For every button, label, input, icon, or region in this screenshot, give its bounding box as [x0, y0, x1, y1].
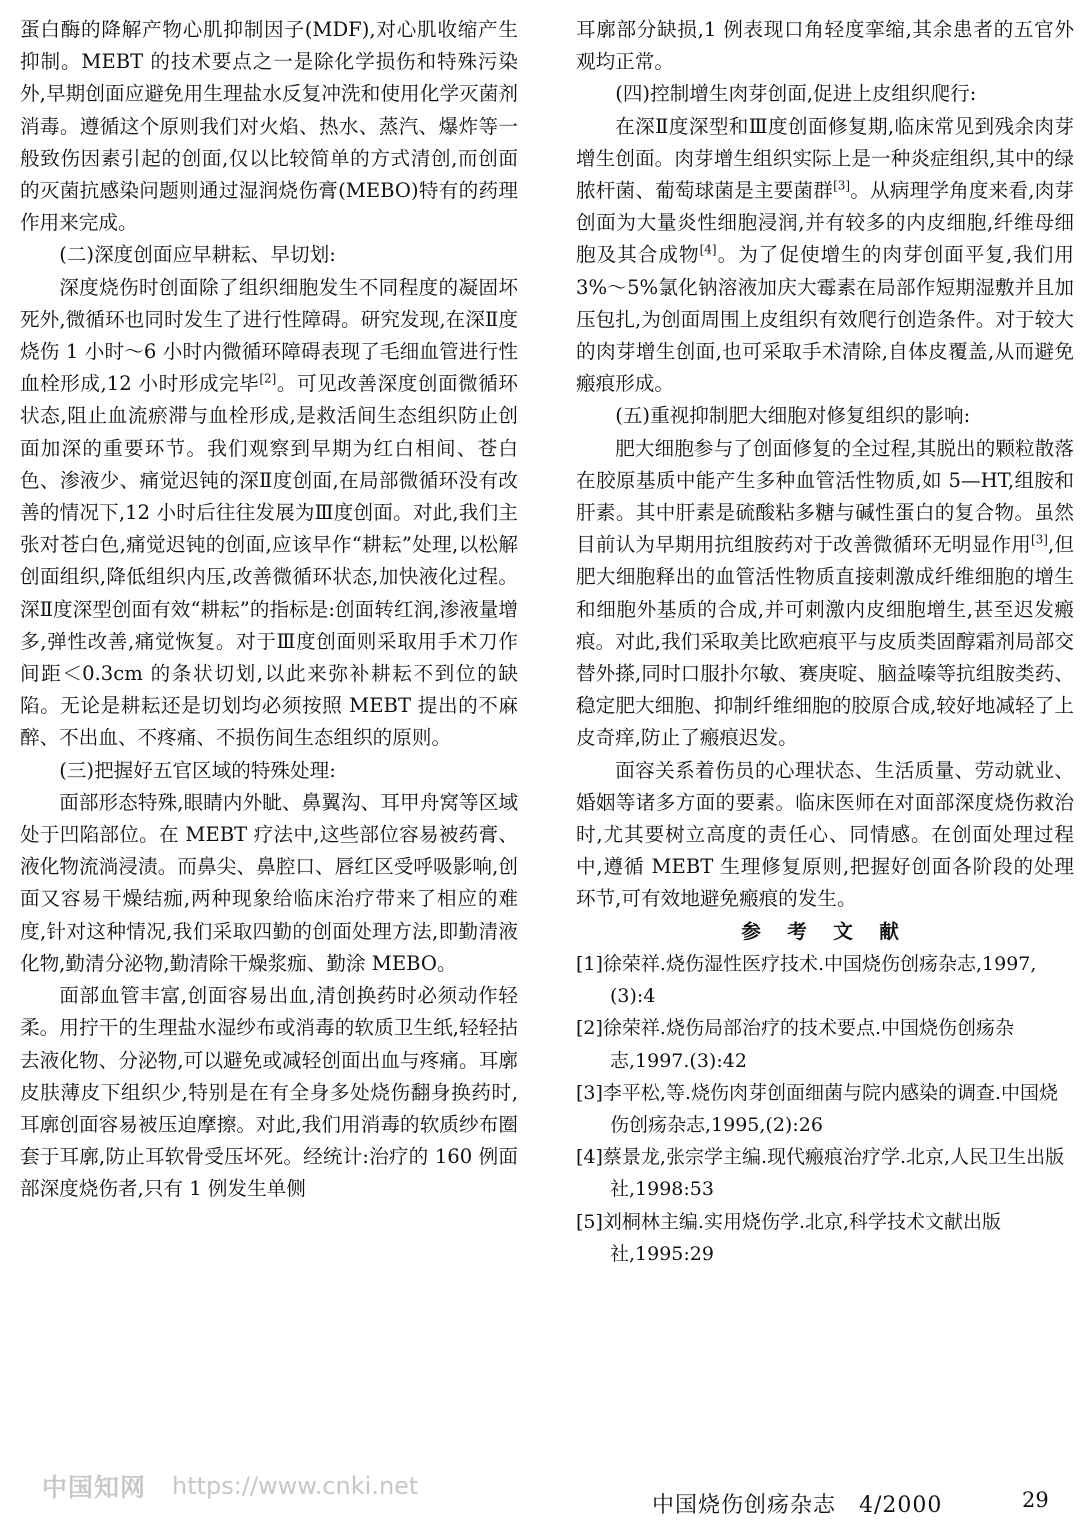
left-column: [20, 14, 518, 1206]
reference-item: [4]蔡景龙,张宗学主编.现代瘢痕治疗学.北京,人民卫生出版社,1998:53: [576, 1146, 1065, 1201]
reference-item: [3]李平松,等.烧伤肉芽创面细菌与院内感染的调查.中国烧伤创疡杂志,1995,(2):26: [576, 1081, 1059, 1136]
paragraph: [576, 433, 1074, 755]
section-heading: (五)重视抑制肥大细胞对修复组织的影响:: [615, 404, 971, 428]
reference-item: [5]刘桐林主编.实用烧伤学.北京,科学技术文献出版社,1995:29: [576, 1210, 1002, 1265]
right-column: [576, 14, 1074, 1270]
cnki-logo: 中国知网: [42, 1473, 147, 1502]
reference-item: [2]徐荣祥.烧伤局部治疗的技术要点.中国烧伤创疡杂志,1997.(3):42: [576, 1017, 1014, 1072]
paragraph-text: 深度烧伤时创面除了组织细胞发生不同程度的凝固坏死外,微循环也同时发生了进行性障碍。研究发现,在深Ⅱ度烧伤 1 小时～6 小时内微循环障碍表现了毛细血管进行性血栓形成,12 小时形成完毕: [20, 275, 518, 396]
citation-mark: [3]: [833, 178, 851, 193]
paragraph: 面部形态特殊,眼睛内外眦、鼻翼沟、耳甲舟窝等区域处于凹陷部位。在 MEBT 疗法中,这些部位容易被药膏、液化物流淌浸渍。而鼻尖、鼻腔口、唇红区受呼吸影响,创面又容易干燥结痂,两种现象给临床治疗带来了相应的难度,针对这种情况,我们采取四勤的创面处理方法,即勤清液化物,勤清分泌物,勤清除干燥浆痂、勤涂 MEBO。: [20, 790, 518, 975]
cnki-url: https://www.cnki.net: [172, 1472, 419, 1500]
page-number: 29: [1022, 1488, 1049, 1512]
paragraph-text: 。可见改善深度创面微循环状态,阻止血流瘀滞与血栓形成,是救活间生态组织防止创面加深的重要环节。我们观察到早期为红白相间、苍白色、渗液少、痛觉迟钝的深Ⅱ度创面,在局部微循环没有改善的情况下,12 小时后往往发展为Ⅲ度创面。对此,我们主张对苍白色,痛觉迟钝的创面,应该早作“耕耘”处理,以松解创面组织,降低组织内压,改善微循环状态,加快液化过程。深Ⅱ度深型创面有效“耕耘”的指标是:创面转红润,渗液量增多,弹性改善,痛觉恢复。对于Ⅲ度创面则采取用手术刀作间距＜0.3cm 的条状切划,以此来弥补耕耘不到位的缺陷。无论是耕耘还是切划均必须按照 MEBT 提出的不麻醉、不出血、不疼痛、不损伤间生态组织的原则。: [20, 372, 518, 750]
citation-mark: [3]: [1030, 532, 1048, 547]
paragraph: 面部血管丰富,创面容易出血,清创换药时必须动作轻柔。用拧干的生理盐水湿纱布或消毒的软质卫生纸,轻轻拈去液化物、分泌物,可以避免或减轻创面出血与疼痛。耳廓皮肤薄皮下组织少,特别是在有全身多处烧伤翻身换药时,耳廓创面容易被压迫摩擦。对此,我们用消毒的软质纱布圈套于耳廓,防止耳软骨受压坏死。经统计:治疗的 160 例面部深度烧伤者,只有 1 例发生单侧: [20, 984, 518, 1201]
paragraph-text: 在深Ⅱ度深型和Ⅲ度创面修复期,临床常见到残余肉芽增生创面。肉芽增生组织实际上是一种炎症组织,其中的绿脓杆菌、葡萄球菌是主要菌群: [576, 114, 1074, 203]
cnki-watermark: [42, 1468, 418, 1504]
reference-list: [576, 948, 1074, 1270]
section-heading: (三)把握好五官区域的特殊处理:: [59, 758, 336, 782]
paragraph: [576, 111, 1074, 401]
references-title: 参 考 文 献: [741, 919, 909, 943]
paragraph: 蛋白酶的降解产物心肌抑制因子(MDF),对心肌收缩产生抑制。MEBT 的技术要点之一是除化学损伤和特殊污染外,早期创面应避免用生理盐水反复冲洗和使用化学灭菌剂消毒。遵循这个原则我们对火焰、热水、蒸汽、爆炸等一般致伤因素引起的创面,仅以比较简单的方式清创,而创面的灭菌抗感染问题则通过湿润烧伤膏(MEBO)特有的药理作用来完成。: [20, 18, 518, 235]
paragraph: [20, 272, 518, 755]
paragraph: 面容关系着伤员的心理状态、生活质量、劳动就业、婚姻等诸多方面的要素。临床医师在对面部深度烧伤救治时,尤其要树立高度的责任心、同情感。在创面处理过程中,遵循 MEBT 生理修复原则,把握好创面各阶段的处理环节,可有效地避免瘢痕的发生。: [576, 758, 1074, 911]
citation-mark: [4]: [699, 242, 717, 257]
reference-item: [1]徐荣祥.烧伤湿性医疗技术.中国烧伤创疡杂志,1997,(3):4: [576, 952, 1037, 1008]
paragraph-text: 肥大细胞参与了创面修复的全过程,其脱出的颗粒散落在胶原基质中能产生多种血管活性物质,如 5—HT,组胺和肝素。其中肝素是硫酸粘多糖与碱性蛋白的复合物。虽然目前认为早期用抗组胺药对于改善微循环无明显作用: [576, 436, 1074, 557]
footer-journal-issue: 中国烧伤创疡杂志 4/2000: [652, 1493, 943, 1518]
paragraph-text: 。为了促使增生的肉芽创面平复,我们用 3%～5%氯化钠溶液加庆大霉素在局部作短期湿敷并且加压包扎,为创面周围上皮组织有效爬行创造条件。对于较大的肉芽增生创面,也可采取手术清除,自体皮覆盖,从而避免瘢痕形成。: [576, 243, 1074, 396]
paragraph-text: 。从病理学角度来看,肉芽创面为大量炎性细胞浸润,并有较多的内皮细胞,纤维母细胞及其合成物: [576, 179, 1075, 267]
section-heading: (四)控制增生肉芽创面,促进上皮组织爬行:: [615, 82, 977, 106]
paragraph-text: ,但肥大细胞释出的血管活性物质直接刺激成纤维细胞的增生和细胞外基质的合成,并可刺激内皮细胞增生,甚至迟发瘢痕。对此,我们采取美比欧疤痕平与皮质类固醇霜剂局部交替外搽,同时口服扑尔敏、赛庚啶、脑益嗪等抗组胺类药、稳定肥大细胞、抑制纤维细胞的胶原合成,较好地减轻了上皮奇痒,防止了瘢痕迟发。: [576, 533, 1074, 750]
section-heading: (二)深度创面应早耕耘、早切划:: [59, 243, 336, 267]
citation-mark: [2]: [259, 371, 277, 386]
paragraph: 耳廓部分缺损,1 例表现口角轻度挛缩,其余患者的五官外观均正常。: [576, 18, 1074, 74]
